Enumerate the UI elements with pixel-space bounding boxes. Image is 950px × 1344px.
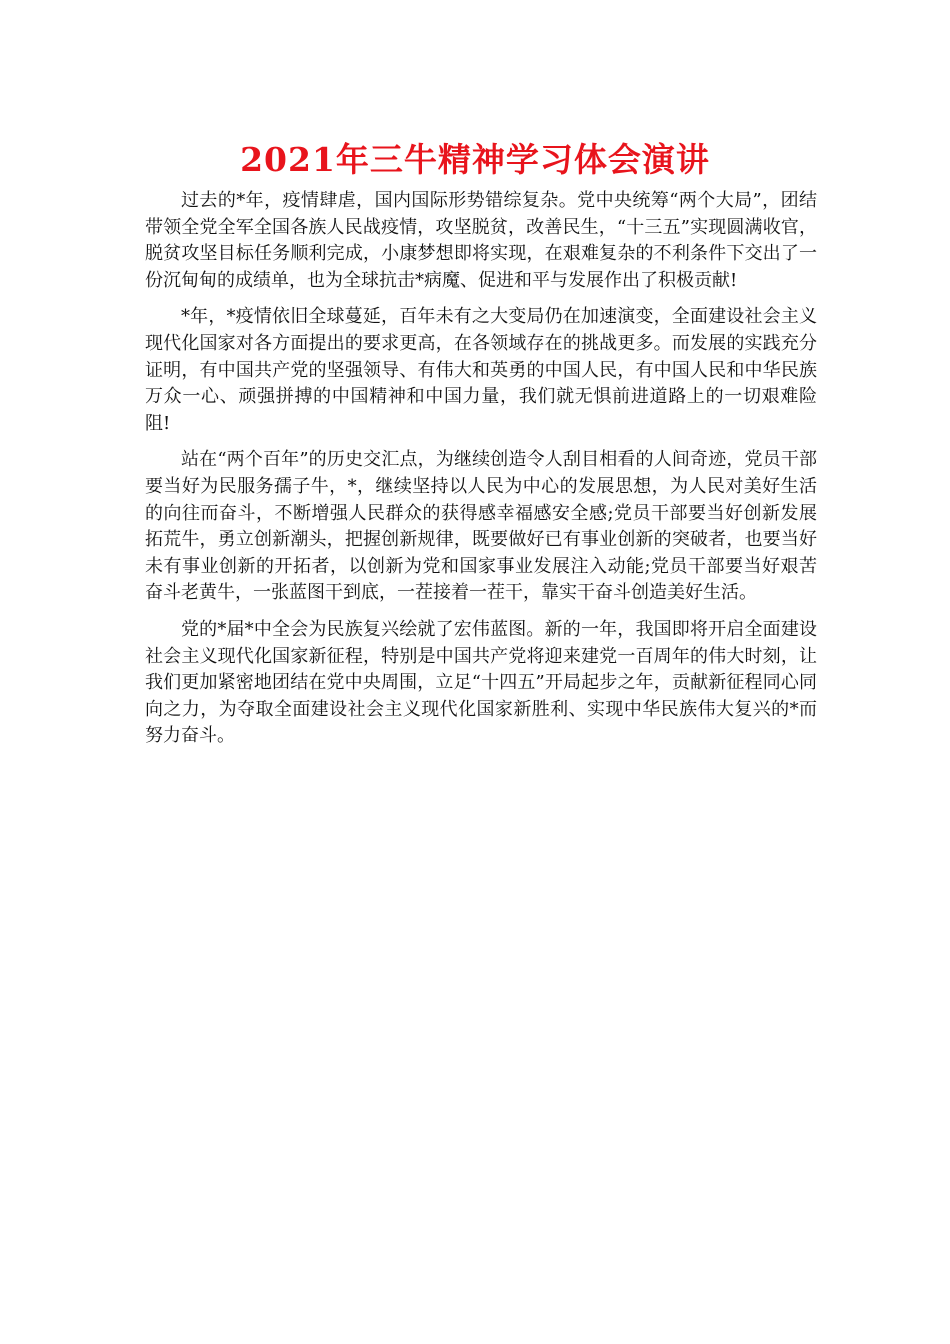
- paragraph-4: 党的*届*中全会为民族复兴绘就了宏伟蓝图。新的一年，我国即将开启全面建设社会主义现代化国家新征程，特别是中国共产党将迎来建党一百周年的伟大时刻，让我们更加紧密地团结在党中央周围，立足“十四五”开局起步之年，贡献新征程同心同向之力，为夺取全面建设社会主义现代化国家新胜利、实现中华民族伟大复兴的*而努力奋斗。: [145, 618, 817, 747]
- paragraph-1: 过去的*年，疫情肆虐，国内国际形势错综复杂。党中央统筹“两个大局”，团结带领全党全军全国各族人民战疫情，攻坚脱贫，改善民生，“十三五”实现圆满收官，脱贫攻坚目标任务顺利完成，小康梦想即将实现，在艰难复杂的不利条件下交出了一份沉甸甸的成绩单，也为全球抗击*病魔、促进和平与发展作出了积极贡献!: [145, 190, 817, 291]
- paragraph-2: *年，*疫情依旧全球蔓延，百年未有之大变局仍在加速演变，全面建设社会主义现代化国家对各方面提出的要求更高，在各领域存在的挑战更多。而发展的实践充分证明，有中国共产党的坚强领导、有伟大和英勇的中国人民，有中国人民和中华民族万众一心、顽强拼搏的中国精神和中国力量，我们就无惧前进道路上的一切艰难险阻!: [145, 306, 817, 434]
- paragraph-3: 站在“两个百年”的历史交汇点，为继续创造令人刮目相看的人间奇迹，党员干部要当好为民服务孺子牛，*，继续坚持以人民为中心的发展思想，为人民对美好生活的向往而奋斗，不断增强人民群众的获得感幸福感安全感;党员干部要当好创新发展拓荒牛，勇立创新潮头，把握创新规律，既要做好已有事业创新的突破者，也要当好未有事业创新的开拓者，以创新为党和国家事业发展注入动能;党员干部要当好艰苦奋斗老黄牛，一张蓝图干到底，一茬接着一茬干，靠实干奋斗创造美好生活。: [145, 449, 817, 604]
- document-body: [145, 188, 817, 760]
- document-title: 2021年三牛精神学习体会演讲: [240, 140, 710, 179]
